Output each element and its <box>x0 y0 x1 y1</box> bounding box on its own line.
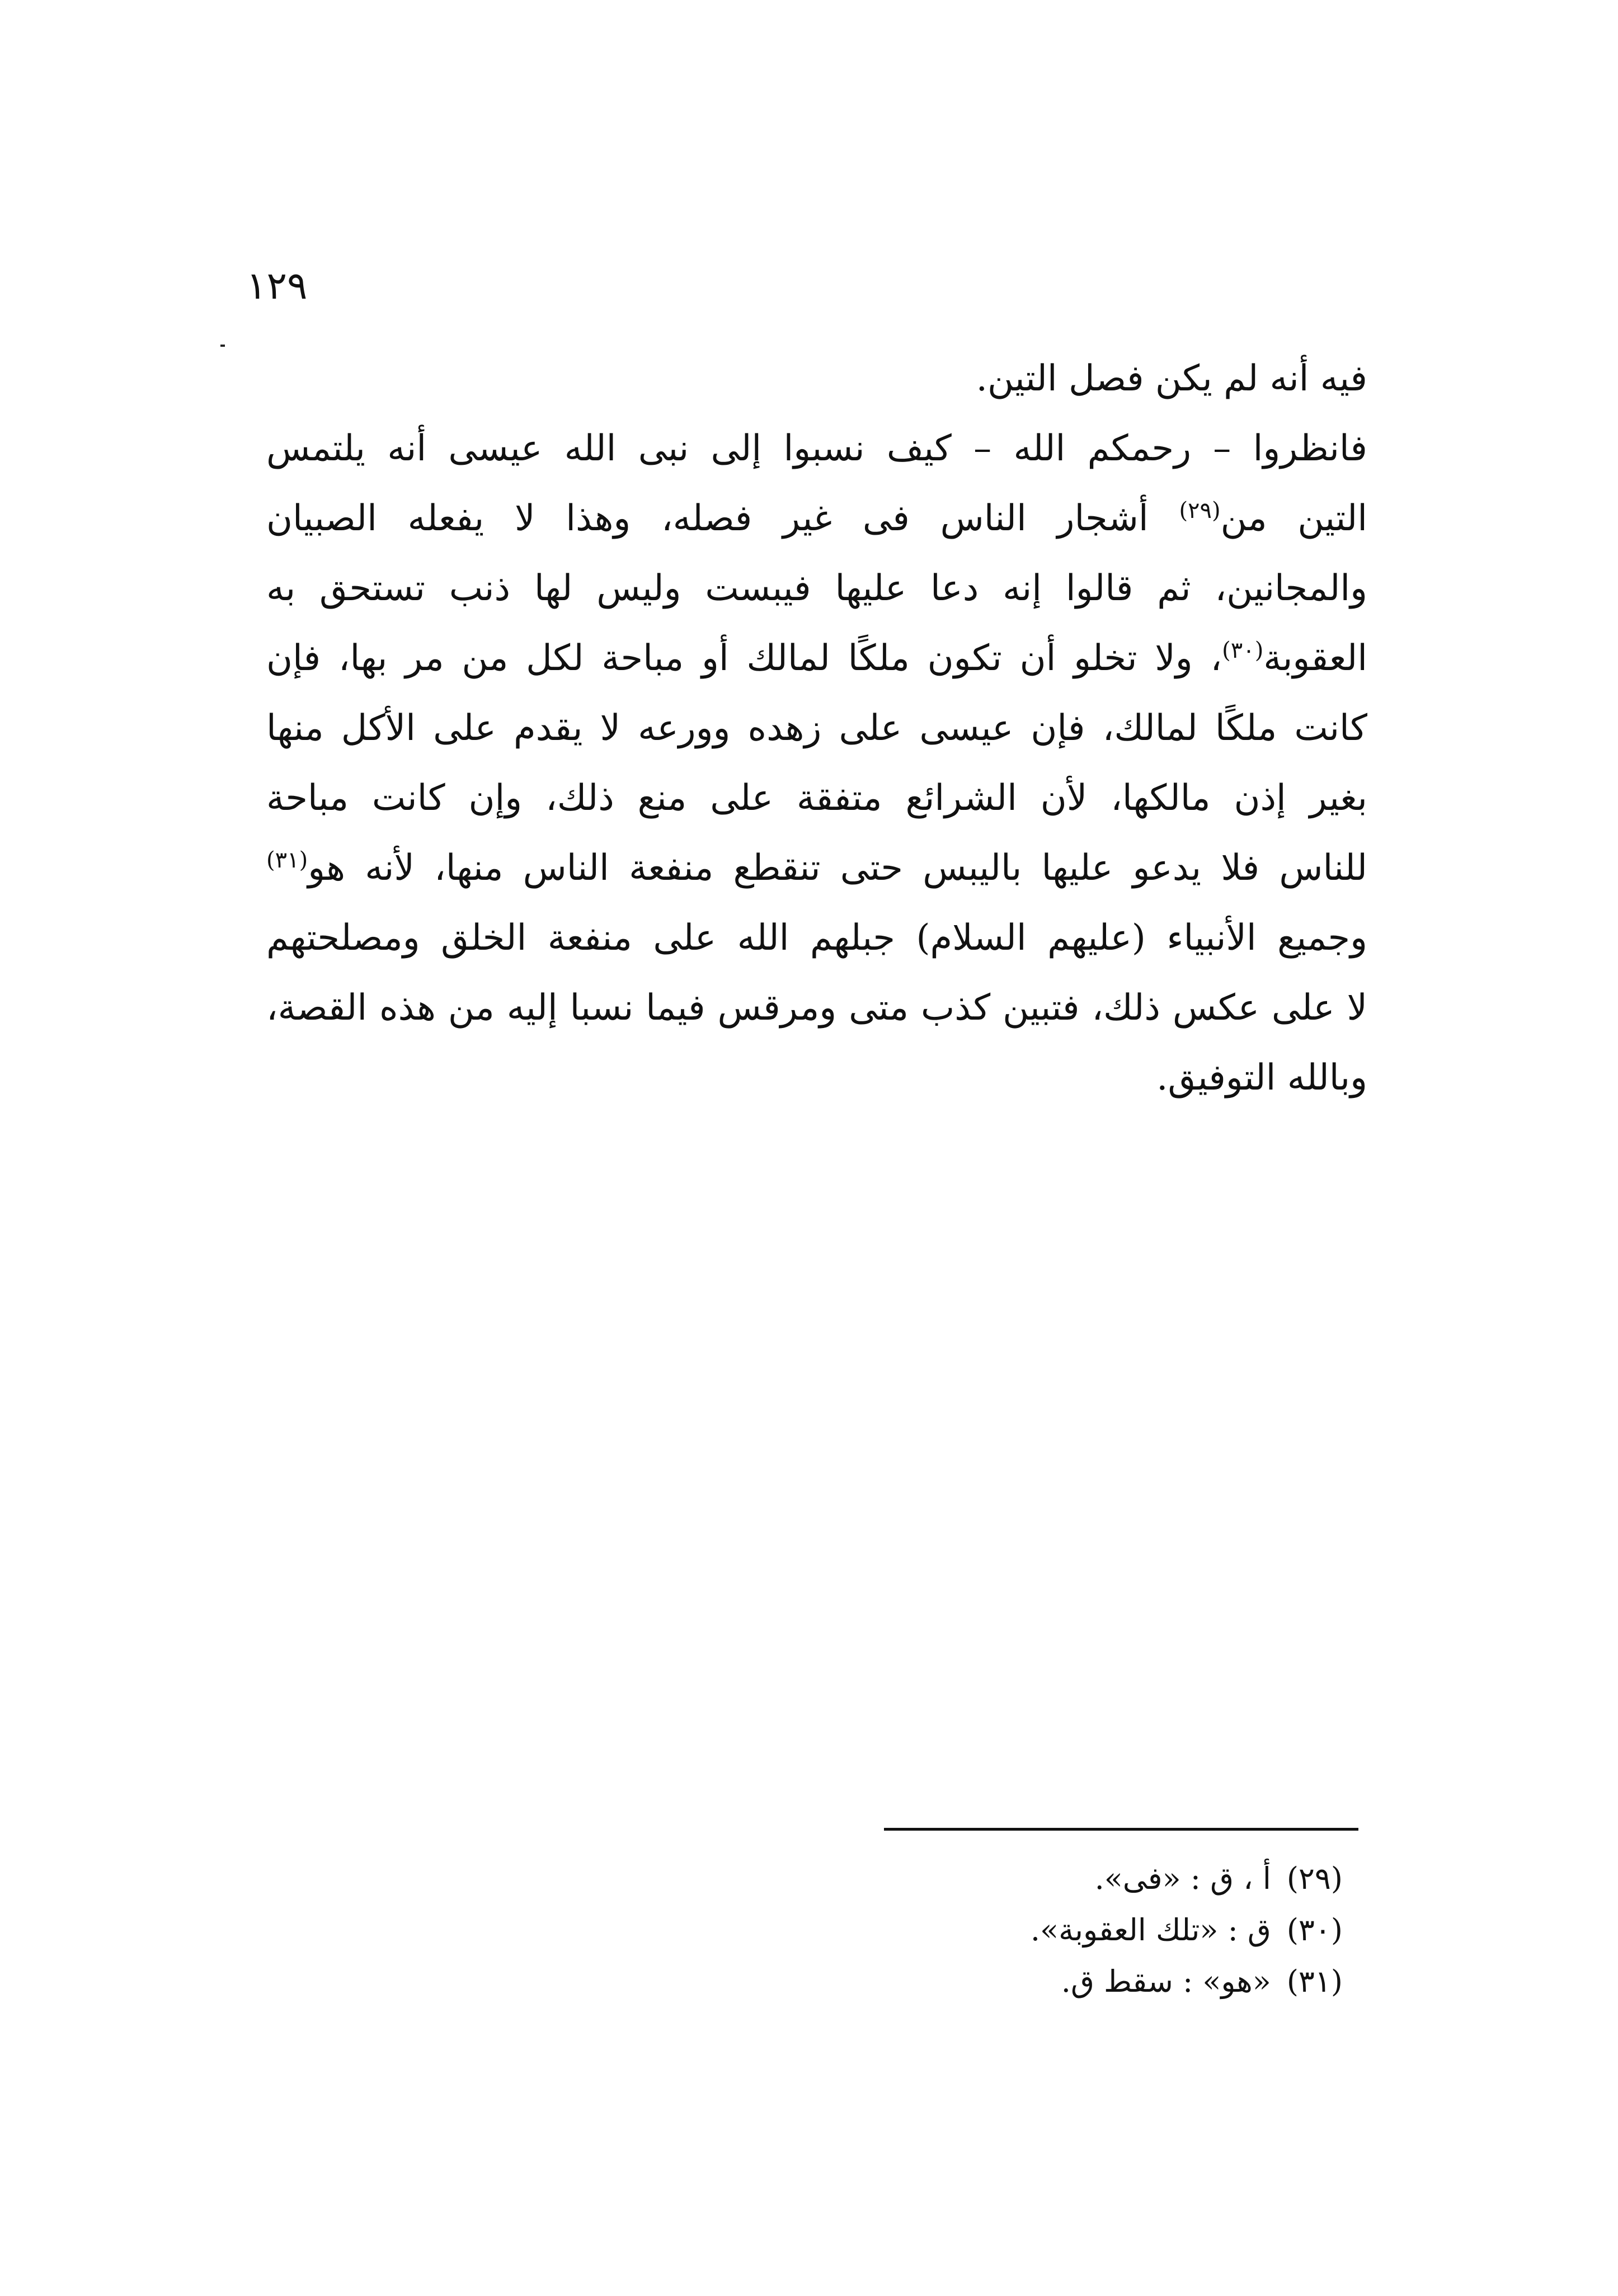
footnote-ref-31: (٣١) <box>266 847 308 873</box>
footnote-number: (٣١) <box>1286 1964 1343 1999</box>
page-number: ١٢٩ <box>246 264 308 308</box>
footnote-number: (٢٩) <box>1286 1861 1343 1896</box>
text-line-1: فيه أنه لم يكن فصل التين. <box>976 358 1367 399</box>
text-line-4: والمجانين، ثم قالوا إنه دعا عليها فيبست وليس لها ذنب تستحق به <box>266 568 1368 609</box>
text-line-2: فانظروا – رحمكم الله – كيف نسبوا إلى نبى الله عيسى أنه يلتمس <box>266 428 1367 469</box>
text-segment: للناس فلا يدعو عليها باليبس حتى تنقطع منفعة الناس منها، لأنه هو <box>308 847 1367 889</box>
text-line-8 <box>266 833 1367 903</box>
text-line-3 <box>266 484 1367 554</box>
footnote-text: أ ، ق : «فى». <box>1094 1861 1271 1896</box>
footnote-divider <box>884 1828 1358 1831</box>
footnote-ref-29: (٢٩) <box>1179 498 1221 524</box>
text-segment: ، ولا تخلو أن تكون ملكًا لمالك أو مباحة لكل من مر بها، فإن <box>266 638 1222 679</box>
text-line-9: وجميع الأنبياء (عليهم السلام) جبلهم الله على منفعة الخلق ومصلحتهم <box>266 917 1367 959</box>
text-line-6: كانت ملكًا لمالك، فإن عيسى على زهده وورعه لا يقدم على الأكل منها <box>266 708 1367 749</box>
footnote-31 <box>783 1956 1343 2007</box>
text-line-11: وبالله التوفيق. <box>1156 1057 1367 1099</box>
text-segment: التين من <box>1220 498 1368 539</box>
footnote-text: ق : «تلك العقوبة». <box>1030 1912 1271 1948</box>
footnote-29 <box>783 1853 1343 1904</box>
main-text <box>266 344 1367 1113</box>
text-line-5 <box>266 624 1367 694</box>
footnotes <box>783 1853 1343 2007</box>
scan-mark <box>220 345 225 347</box>
text-segment: أشجار الناس فى غير فصله، وهذا لا يفعله الصبيان <box>266 498 1179 539</box>
text-line-7: بغير إذن مالكها، لأن الشرائع متفقة على منع ذلك، وإن كانت مباحة <box>266 777 1367 819</box>
footnote-30 <box>783 1904 1343 1956</box>
footnote-number: (٣٠) <box>1286 1912 1343 1948</box>
footnote-ref-30: (٣٠) <box>1222 638 1264 663</box>
text-line-10: لا على عكس ذلك، فتبين كذب متى ومرقس فيما نسبا إليه من هذه القصة، <box>266 987 1367 1029</box>
footnote-text: «هو» : سقط ق. <box>1061 1964 1271 1999</box>
text-segment: العقوبة <box>1263 638 1368 679</box>
